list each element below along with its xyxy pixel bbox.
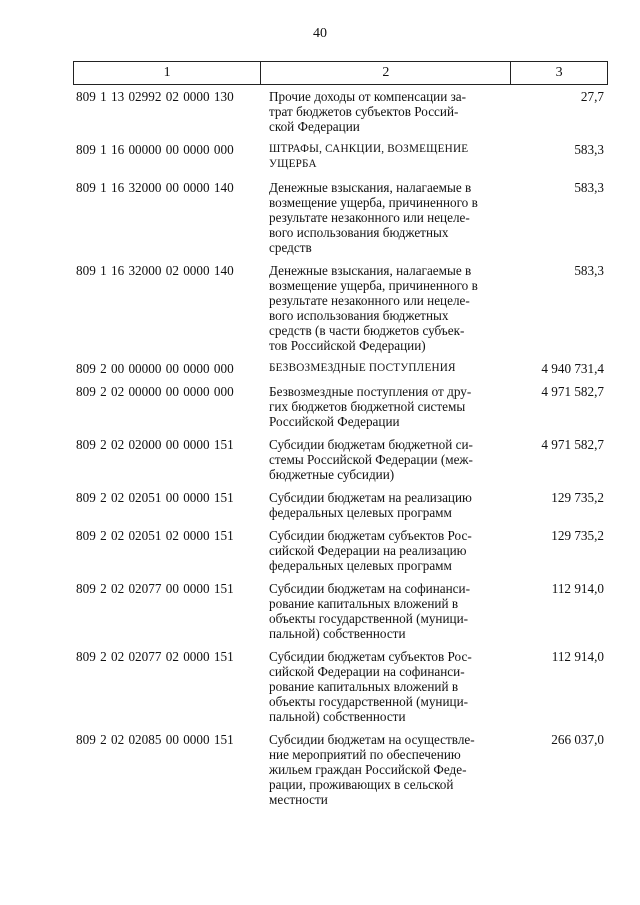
table-row xyxy=(73,263,608,353)
table-row xyxy=(73,732,608,807)
row-value: 4 971 582,7 xyxy=(541,437,604,452)
row-name: Субсидии бюджетам на софинанси- рование капитальных вложений в объекты государственной (муници- пальной) собственности xyxy=(269,581,470,641)
row-value: 4 940 731,4 xyxy=(541,361,604,376)
row-value: 129 735,2 xyxy=(551,490,604,505)
header-col-2: 2 xyxy=(261,62,511,84)
row-code: 809 1 16 32000 02 0000 140 xyxy=(76,263,234,278)
row-code: 809 1 13 02992 02 0000 130 xyxy=(76,89,234,104)
table-row xyxy=(73,361,608,376)
row-name: Субсидии бюджетам субъектов Рос- сийской Федерации на реализацию федеральных целевых программ xyxy=(269,528,472,573)
row-name: Субсидии бюджетам субъектов Рос- сийской Федерации на софинанси- рование капитальных вложений в объекты государственной (муници- пальной) собственности xyxy=(269,649,472,724)
table-header xyxy=(73,61,608,85)
row-name: Безвозмездные поступления от дру- гих бюджетов бюджетной системы Российской Федерации xyxy=(269,384,472,429)
table-body xyxy=(73,89,608,807)
row-code: 809 1 16 00000 00 0000 000 xyxy=(76,142,234,157)
table-row xyxy=(73,649,608,724)
row-value: 583,3 xyxy=(574,180,604,195)
row-name: ШТРАФЫ, САНКЦИИ, ВОЗМЕЩЕНИЕ УЩЕРБА xyxy=(269,143,469,170)
table-row xyxy=(73,89,608,134)
row-code: 809 2 02 02077 02 0000 151 xyxy=(76,649,234,664)
row-value: 266 037,0 xyxy=(551,732,604,747)
row-code: 809 2 02 02051 02 0000 151 xyxy=(76,528,234,543)
table-row xyxy=(73,384,608,429)
row-name: Денежные взыскания, налагаемые в возмещение ущерба, причиненного в результате незаконного или нецеле- вого использования бюджетных средств xyxy=(269,180,478,255)
row-value: 4 971 582,7 xyxy=(541,384,604,399)
table-row xyxy=(73,437,608,482)
row-value: 112 914,0 xyxy=(551,649,604,664)
table-row xyxy=(73,528,608,573)
row-code: 809 2 02 02085 00 0000 151 xyxy=(76,732,234,747)
row-code: 809 2 02 02077 00 0000 151 xyxy=(76,581,234,596)
row-name: Субсидии бюджетам бюджетной си- стемы Российской Федерации (меж- бюджетные субсидии) xyxy=(269,437,473,482)
row-name: Денежные взыскания, налагаемые в возмещение ущерба, причиненного в результате незаконного или нецеле- вого использования бюджетных средств (в части бюджетов субъек- тов Российской Федерации) xyxy=(269,263,478,353)
table-row xyxy=(73,581,608,641)
row-value: 129 735,2 xyxy=(551,528,604,543)
table-row xyxy=(73,180,608,255)
header-col-3: 3 xyxy=(555,65,563,80)
row-value: 583,3 xyxy=(574,142,604,157)
row-name: Субсидии бюджетам на осуществле- ние мероприятий по обеспечению жильем граждан Российской Феде- рации, проживающих в сельской местности xyxy=(269,732,475,807)
table-row xyxy=(73,142,608,172)
row-code: 809 2 00 00000 00 0000 000 xyxy=(76,361,234,376)
budget-table xyxy=(73,61,608,807)
row-name: Субсидии бюджетам на реализацию федеральных целевых программ xyxy=(269,490,472,520)
table-row xyxy=(73,490,608,520)
page-number: 40 xyxy=(313,26,327,41)
row-code: 809 2 02 02000 00 0000 151 xyxy=(76,437,234,452)
row-value: 112 914,0 xyxy=(551,581,604,596)
row-code: 809 2 02 00000 00 0000 000 xyxy=(76,384,234,399)
row-value: 27,7 xyxy=(580,89,604,104)
row-code: 809 2 02 02051 00 0000 151 xyxy=(76,490,234,505)
row-name: БЕЗВОЗМЕЗДНЫЕ ПОСТУПЛЕНИЯ xyxy=(269,362,456,374)
row-name: Прочие доходы от компенсации за- трат бюджетов субъектов Россий- ской Федерации xyxy=(269,89,467,134)
row-value: 583,3 xyxy=(574,263,604,278)
row-code: 809 1 16 32000 00 0000 140 xyxy=(76,180,234,195)
header-col-1: 1 xyxy=(74,62,261,84)
